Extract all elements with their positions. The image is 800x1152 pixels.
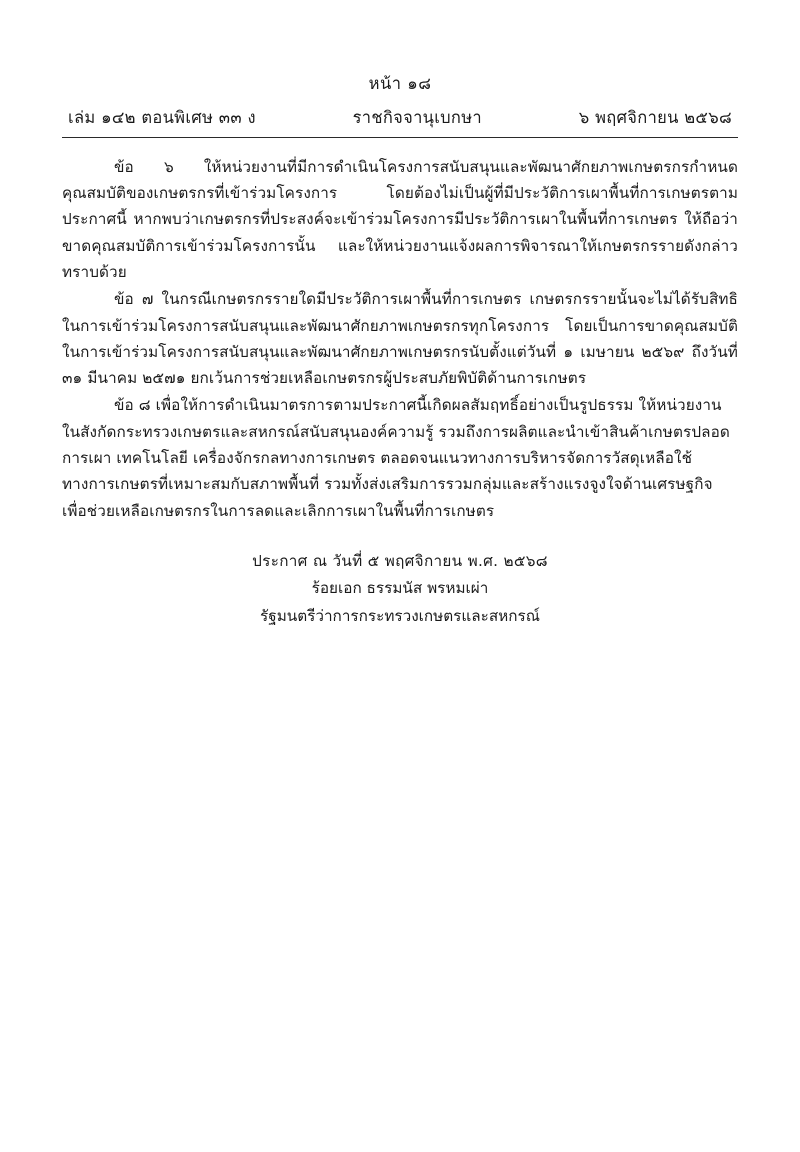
signature-block	[62, 548, 738, 631]
paragraph-clause-6: ข้อ ๖ ให้หน่วยงานที่มีการดำเนินโครงการสนับสนุนและพัฒนาศักยภาพเกษตรกรกำหนดคุณสมบัติของเกษตรกรที่เข้าร่วมโครงการ โดยต้องไม่เป็นผู้ที่มีประวัติการเผาพื้นที่การเกษตรตามประกาศนี้ หากพบว่าเกษตรกรที่ประสงค์จะเข้าร่วมโครงการมีประวัติการเผาในพื้นที่การเกษตร ให้ถือว่าขาดคุณสมบัติการเข้าร่วมโครงการนั้น และให้หน่วยงานแจ้งผลการพิจารณาให้เกษตรกรรายดังกล่าวทราบด้วย	[62, 157, 738, 281]
header-date: ๖ พฤศจิกายน ๒๕๖๘	[578, 107, 732, 127]
signature-title: รัฐมนตรีว่าการกระทรวงเกษตรและสหกรณ์	[260, 606, 540, 625]
gazette-header	[62, 105, 738, 138]
header-publication-name: ราชกิจจานุเบกษา	[352, 107, 482, 127]
signature-date: ประกาศ ณ วันที่ ๕ พฤศจิกายน พ.ศ. ๒๕๖๘	[252, 551, 548, 570]
page-number: หน้า ๑๘	[368, 74, 432, 93]
document-body	[62, 154, 738, 524]
signature-name: ร้อยเอก ธรรมนัส พรหมเผ่า	[311, 579, 489, 598]
header-volume-info: เล่ม ๑๔๒ ตอนพิเศษ ๓๓ ง	[68, 107, 256, 127]
paragraph-clause-8: ข้อ ๘ เพื่อให้การดำเนินมาตรการตามประกาศนี้เกิดผลสัมฤทธิ์อย่างเป็นรูปธรรม ให้หน่วยงานในสังกัดกระทรวงเกษตรและสหกรณ์สนับสนุนองค์ความรู้ รวมถึงการผลิตและนำเข้าสินค้าเกษตรปลอดการเผา เทคโนโลยี เครื่องจักรกลทางการเกษตร ตลอดจนแนวทางการบริหารจัดการวัสดุเหลือใช้ทางการเกษตรที่เหมาะสมกับสภาพพื้นที่ รวมทั้งส่งเสริมการรวมกลุ่มและสร้างแรงจูงใจด้านเศรษฐกิจ เพื่อช่วยเหลือเกษตรกรในการลดและเลิกการเผาในพื้นที่การเกษตร	[62, 396, 730, 520]
paragraph-clause-7: ข้อ ๗ ในกรณีเกษตรกรรายใดมีประวัติการเผาพื้นที่การเกษตร เกษตรกรรายนั้นจะไม่ได้รับสิทธิในการเข้าร่วมโครงการสนับสนุนและพัฒนาศักยภาพเกษตรกรทุกโครงการ โดยเป็นการขาดคุณสมบัติในการเข้าร่วมโครงการสนับสนุนและพัฒนาศักยภาพเกษตรกรนับตั้งแต่วันที่ ๑ เมษายน ๒๕๖๙ ถึงวันที่ ๓๑ มีนาคม ๒๕๗๑ ยกเว้นการช่วยเหลือเกษตรกรผู้ประสบภัยพิบัติด้านการเกษตร	[62, 290, 738, 388]
